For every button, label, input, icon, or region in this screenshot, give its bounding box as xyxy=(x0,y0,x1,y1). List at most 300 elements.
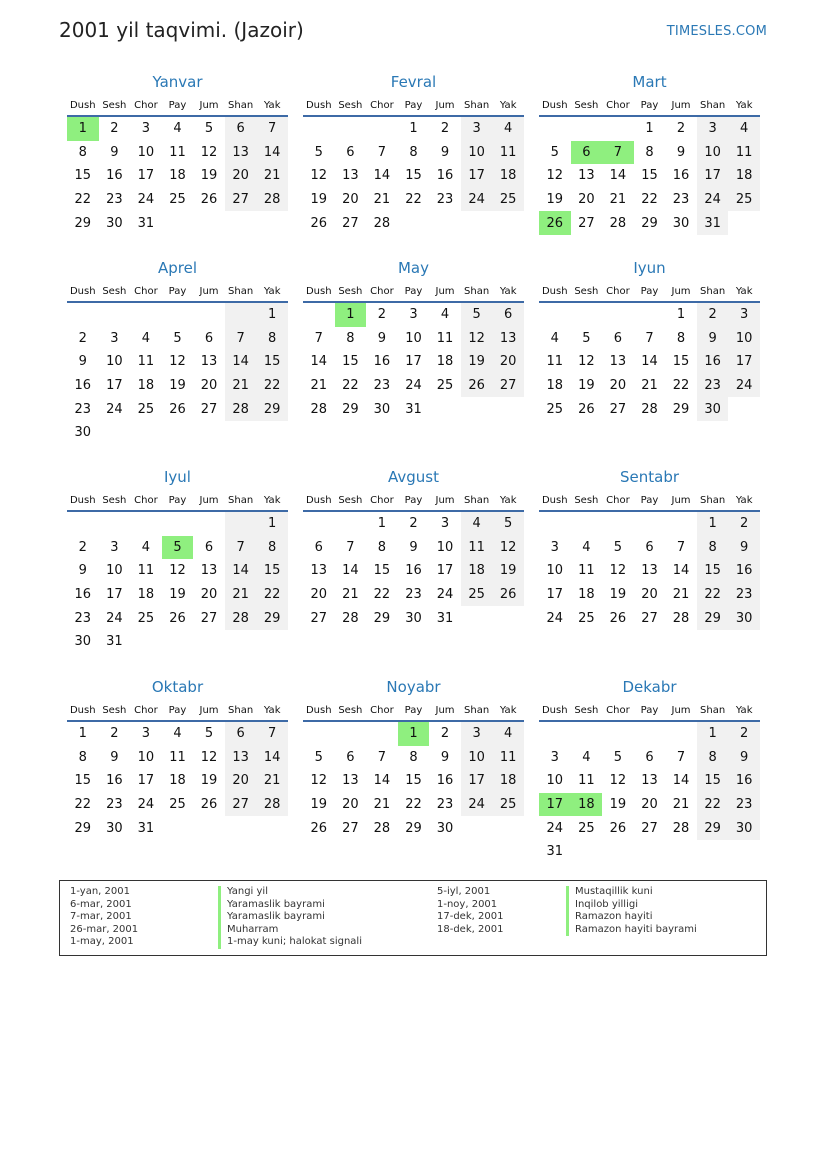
day-cell[interactable]: 7 xyxy=(256,117,288,141)
day-cell[interactable]: 9 xyxy=(409,539,418,555)
day-cell[interactable]: 5 xyxy=(582,330,591,346)
day-cell[interactable]: 16 xyxy=(106,168,123,184)
day-cell[interactable]: 25 xyxy=(578,820,595,836)
day-cell[interactable]: 7 xyxy=(676,749,686,765)
day-cell[interactable]: 3 xyxy=(141,726,151,742)
day-cell[interactable]: 20 xyxy=(342,797,359,813)
day-cell[interactable]: 26 xyxy=(609,610,627,626)
day-cell[interactable]: 8 xyxy=(409,144,418,160)
day-cell[interactable]: 17 xyxy=(106,378,123,394)
day-cell[interactable]: 14 xyxy=(225,559,257,583)
day-cell[interactable]: 8 xyxy=(645,144,654,160)
day-cell[interactable]: 24 xyxy=(137,192,155,208)
day-cell[interactable]: 3 xyxy=(409,307,418,323)
day-cell[interactable]: 15 xyxy=(74,773,92,789)
day-cell[interactable]: 6 xyxy=(571,141,603,165)
day-cell[interactable]: 4 xyxy=(728,117,760,141)
day-cell[interactable]: 5 xyxy=(314,144,323,160)
day-cell[interactable]: 24 xyxy=(106,401,123,417)
day-cell[interactable]: 16 xyxy=(436,168,454,184)
day-cell[interactable]: 26 xyxy=(310,215,328,231)
day-cell[interactable]: 16 xyxy=(697,350,729,374)
day-cell[interactable]: 7 xyxy=(602,141,634,165)
day-cell[interactable]: 12 xyxy=(609,563,627,579)
day-cell[interactable]: 17 xyxy=(697,164,729,188)
day-cell[interactable]: 5 xyxy=(162,536,194,560)
day-cell[interactable]: 4 xyxy=(492,117,524,141)
day-cell[interactable]: 9 xyxy=(440,144,450,160)
day-cell[interactable]: 18 xyxy=(578,587,595,603)
day-cell[interactable]: 19 xyxy=(609,587,627,603)
day-cell[interactable]: 23 xyxy=(672,192,690,208)
day-cell[interactable]: 20 xyxy=(310,587,328,603)
day-cell[interactable]: 20 xyxy=(492,350,524,374)
day-cell[interactable]: 2 xyxy=(440,121,450,137)
day-cell[interactable]: 11 xyxy=(169,749,186,765)
day-cell[interactable]: 14 xyxy=(672,563,690,579)
day-cell[interactable]: 24 xyxy=(697,188,729,212)
day-cell[interactable]: 19 xyxy=(578,378,595,394)
day-cell[interactable]: 8 xyxy=(377,539,387,555)
day-cell[interactable]: 23 xyxy=(436,797,454,813)
day-cell[interactable]: 31 xyxy=(436,610,454,626)
day-cell[interactable]: 27 xyxy=(342,820,359,836)
day-cell[interactable]: 29 xyxy=(342,401,359,417)
day-cell[interactable]: 19 xyxy=(200,773,218,789)
day-cell[interactable]: 11 xyxy=(461,536,493,560)
day-cell[interactable]: 13 xyxy=(342,773,359,789)
day-cell[interactable]: 24 xyxy=(546,610,564,626)
day-cell[interactable]: 26 xyxy=(310,820,328,836)
day-cell[interactable]: 15 xyxy=(641,168,658,184)
day-cell[interactable]: 4 xyxy=(173,726,182,742)
day-cell[interactable]: 25 xyxy=(169,797,186,813)
day-cell[interactable]: 2 xyxy=(78,330,87,346)
day-cell[interactable]: 8 xyxy=(256,536,288,560)
day-cell[interactable]: 22 xyxy=(405,797,422,813)
day-cell[interactable]: 14 xyxy=(609,168,627,184)
day-cell[interactable]: 28 xyxy=(225,606,257,630)
day-cell[interactable]: 11 xyxy=(578,563,595,579)
day-cell[interactable]: 14 xyxy=(373,773,391,789)
day-cell[interactable]: 2 xyxy=(728,512,760,536)
day-cell[interactable]: 1 xyxy=(697,512,729,536)
day-cell[interactable]: 19 xyxy=(310,192,328,208)
day-cell[interactable]: 31 xyxy=(137,820,155,836)
day-cell[interactable]: 12 xyxy=(310,773,328,789)
day-cell[interactable]: 13 xyxy=(342,168,359,184)
day-cell[interactable]: 25 xyxy=(137,401,155,417)
day-cell[interactable]: 29 xyxy=(641,215,658,231)
day-cell[interactable]: 13 xyxy=(200,354,218,370)
day-cell[interactable]: 31 xyxy=(106,634,123,650)
day-cell[interactable]: 6 xyxy=(613,330,623,346)
day-cell[interactable]: 10 xyxy=(137,749,155,765)
day-cell[interactable]: 13 xyxy=(609,354,627,370)
day-cell[interactable]: 20 xyxy=(578,192,595,208)
day-cell[interactable]: 12 xyxy=(200,144,218,160)
day-cell[interactable]: 9 xyxy=(110,749,119,765)
day-cell[interactable]: 21 xyxy=(641,378,658,394)
day-cell[interactable]: 22 xyxy=(641,192,658,208)
day-cell[interactable]: 2 xyxy=(409,516,418,532)
day-cell[interactable]: 25 xyxy=(461,583,493,607)
day-cell[interactable]: 29 xyxy=(697,816,729,840)
day-cell[interactable]: 10 xyxy=(697,141,729,165)
day-cell[interactable]: 30 xyxy=(74,425,92,441)
day-cell[interactable]: 23 xyxy=(436,192,454,208)
day-cell[interactable]: 12 xyxy=(461,327,493,351)
day-cell[interactable]: 20 xyxy=(641,797,658,813)
day-cell[interactable]: 8 xyxy=(409,749,418,765)
day-cell[interactable]: 23 xyxy=(106,797,123,813)
day-cell[interactable]: 7 xyxy=(377,144,387,160)
day-cell[interactable]: 25 xyxy=(578,610,595,626)
day-cell[interactable]: 30 xyxy=(405,610,422,626)
day-cell[interactable]: 13 xyxy=(200,563,218,579)
day-cell[interactable]: 10 xyxy=(137,144,155,160)
day-cell[interactable]: 3 xyxy=(728,303,760,327)
day-cell[interactable]: 25 xyxy=(436,378,454,394)
day-cell[interactable]: 26 xyxy=(461,374,493,398)
day-cell[interactable]: 23 xyxy=(74,401,92,417)
day-cell[interactable]: 9 xyxy=(440,749,450,765)
day-cell[interactable]: 25 xyxy=(137,610,155,626)
day-cell[interactable]: 27 xyxy=(342,215,359,231)
day-cell[interactable]: 18 xyxy=(169,168,186,184)
day-cell[interactable]: 29 xyxy=(373,610,391,626)
day-cell[interactable]: 28 xyxy=(373,215,391,231)
day-cell[interactable]: 15 xyxy=(405,773,422,789)
day-cell[interactable]: 25 xyxy=(546,401,564,417)
day-cell[interactable]: 13 xyxy=(578,168,595,184)
day-cell[interactable]: 1 xyxy=(398,722,430,746)
day-cell[interactable]: 11 xyxy=(492,746,524,770)
day-cell[interactable]: 31 xyxy=(405,401,422,417)
day-cell[interactable]: 22 xyxy=(405,192,422,208)
day-cell[interactable]: 28 xyxy=(256,793,288,817)
day-cell[interactable]: 17 xyxy=(405,354,422,370)
day-cell[interactable]: 13 xyxy=(225,746,257,770)
day-cell[interactable]: 8 xyxy=(697,536,729,560)
day-cell[interactable]: 27 xyxy=(200,610,218,626)
day-cell[interactable]: 11 xyxy=(137,563,155,579)
day-cell[interactable]: 17 xyxy=(539,793,571,817)
day-cell[interactable]: 16 xyxy=(436,773,454,789)
day-cell[interactable]: 28 xyxy=(310,401,328,417)
day-cell[interactable]: 8 xyxy=(346,330,355,346)
day-cell[interactable]: 3 xyxy=(461,117,493,141)
day-cell[interactable]: 20 xyxy=(225,769,257,793)
day-cell[interactable]: 26 xyxy=(578,401,595,417)
day-cell[interactable]: 1 xyxy=(377,516,387,532)
day-cell[interactable]: 7 xyxy=(225,327,257,351)
day-cell[interactable]: 14 xyxy=(225,350,257,374)
day-cell[interactable]: 27 xyxy=(225,793,257,817)
day-cell[interactable]: 7 xyxy=(645,330,654,346)
day-cell[interactable]: 20 xyxy=(225,164,257,188)
day-cell[interactable]: 3 xyxy=(550,539,559,555)
day-cell[interactable]: 11 xyxy=(137,354,155,370)
day-cell[interactable]: 3 xyxy=(110,539,119,555)
day-cell[interactable]: 28 xyxy=(609,215,627,231)
day-cell[interactable]: 9 xyxy=(728,746,760,770)
day-cell[interactable]: 28 xyxy=(672,610,690,626)
day-cell[interactable]: 29 xyxy=(256,397,288,421)
day-cell[interactable]: 21 xyxy=(672,587,690,603)
day-cell[interactable]: 6 xyxy=(204,539,214,555)
day-cell[interactable]: 8 xyxy=(676,330,686,346)
day-cell[interactable]: 2 xyxy=(697,303,729,327)
day-cell[interactable]: 22 xyxy=(256,583,288,607)
day-cell[interactable]: 24 xyxy=(461,793,493,817)
day-cell[interactable]: 3 xyxy=(440,516,450,532)
day-cell[interactable]: 17 xyxy=(546,587,564,603)
day-cell[interactable]: 10 xyxy=(436,539,454,555)
day-cell[interactable]: 9 xyxy=(697,327,729,351)
day-cell[interactable]: 19 xyxy=(546,192,564,208)
day-cell[interactable]: 6 xyxy=(346,749,355,765)
day-cell[interactable]: 5 xyxy=(204,726,214,742)
day-cell[interactable]: 25 xyxy=(728,188,760,212)
day-cell[interactable]: 20 xyxy=(200,587,218,603)
day-cell[interactable]: 9 xyxy=(78,563,87,579)
day-cell[interactable]: 14 xyxy=(310,354,328,370)
day-cell[interactable]: 17 xyxy=(137,773,155,789)
day-cell[interactable]: 15 xyxy=(373,563,391,579)
day-cell[interactable]: 31 xyxy=(137,215,155,231)
day-cell[interactable]: 26 xyxy=(492,583,524,607)
day-cell[interactable]: 7 xyxy=(377,749,387,765)
day-cell[interactable]: 17 xyxy=(137,168,155,184)
day-cell[interactable]: 30 xyxy=(697,397,729,421)
day-cell[interactable]: 8 xyxy=(78,144,87,160)
day-cell[interactable]: 14 xyxy=(256,141,288,165)
day-cell[interactable]: 23 xyxy=(728,793,760,817)
day-cell[interactable]: 28 xyxy=(373,820,391,836)
day-cell[interactable]: 4 xyxy=(582,539,591,555)
day-cell[interactable]: 23 xyxy=(106,192,123,208)
day-cell[interactable]: 21 xyxy=(256,164,288,188)
day-cell[interactable]: 28 xyxy=(641,401,658,417)
day-cell[interactable]: 4 xyxy=(550,330,559,346)
day-cell[interactable]: 14 xyxy=(373,168,391,184)
day-cell[interactable]: 24 xyxy=(546,820,564,836)
day-cell[interactable]: 5 xyxy=(613,539,623,555)
day-cell[interactable]: 10 xyxy=(461,141,493,165)
day-cell[interactable]: 26 xyxy=(539,211,571,235)
day-cell[interactable]: 12 xyxy=(169,354,186,370)
day-cell[interactable]: 4 xyxy=(461,512,493,536)
day-cell[interactable]: 18 xyxy=(461,559,493,583)
day-cell[interactable]: 23 xyxy=(373,378,391,394)
day-cell[interactable]: 22 xyxy=(672,378,690,394)
day-cell[interactable]: 30 xyxy=(672,215,690,231)
day-cell[interactable]: 13 xyxy=(225,141,257,165)
day-cell[interactable]: 15 xyxy=(256,559,288,583)
day-cell[interactable]: 9 xyxy=(78,354,87,370)
day-cell[interactable]: 22 xyxy=(697,583,729,607)
day-cell[interactable]: 5 xyxy=(613,749,623,765)
day-cell[interactable]: 10 xyxy=(405,330,422,346)
day-cell[interactable]: 2 xyxy=(440,726,450,742)
day-cell[interactable]: 29 xyxy=(74,820,92,836)
day-cell[interactable]: 25 xyxy=(492,188,524,212)
day-cell[interactable]: 29 xyxy=(405,820,422,836)
day-cell[interactable]: 5 xyxy=(173,330,182,346)
day-cell[interactable]: 18 xyxy=(436,354,454,370)
day-cell[interactable]: 25 xyxy=(169,192,186,208)
day-cell[interactable]: 4 xyxy=(141,330,151,346)
day-cell[interactable]: 11 xyxy=(492,141,524,165)
day-cell[interactable]: 12 xyxy=(546,168,564,184)
day-cell[interactable]: 3 xyxy=(141,121,151,137)
day-cell[interactable]: 12 xyxy=(609,773,627,789)
day-cell[interactable]: 4 xyxy=(173,121,182,137)
day-cell[interactable]: 10 xyxy=(106,563,123,579)
day-cell[interactable]: 12 xyxy=(578,354,595,370)
day-cell[interactable]: 10 xyxy=(546,563,564,579)
day-cell[interactable]: 11 xyxy=(728,141,760,165)
day-cell[interactable]: 7 xyxy=(225,536,257,560)
day-cell[interactable]: 15 xyxy=(405,168,422,184)
day-cell[interactable]: 7 xyxy=(314,330,323,346)
day-cell[interactable]: 17 xyxy=(461,164,493,188)
day-cell[interactable]: 29 xyxy=(697,606,729,630)
day-cell[interactable]: 1 xyxy=(256,303,288,327)
day-cell[interactable]: 24 xyxy=(137,797,155,813)
day-cell[interactable]: 6 xyxy=(492,303,524,327)
day-cell[interactable]: 19 xyxy=(461,350,493,374)
day-cell[interactable]: 29 xyxy=(74,215,92,231)
day-cell[interactable]: 21 xyxy=(609,192,627,208)
day-cell[interactable]: 6 xyxy=(314,539,323,555)
day-cell[interactable]: 14 xyxy=(342,563,359,579)
day-cell[interactable]: 15 xyxy=(697,769,729,793)
day-cell[interactable]: 17 xyxy=(106,587,123,603)
day-cell[interactable]: 14 xyxy=(641,354,658,370)
day-cell[interactable]: 18 xyxy=(728,164,760,188)
day-cell[interactable]: 18 xyxy=(169,773,186,789)
day-cell[interactable]: 15 xyxy=(672,354,690,370)
day-cell[interactable]: 5 xyxy=(461,303,493,327)
day-cell[interactable]: 2 xyxy=(110,121,119,137)
day-cell[interactable]: 5 xyxy=(314,749,323,765)
day-cell[interactable]: 13 xyxy=(641,773,658,789)
day-cell[interactable]: 11 xyxy=(578,773,595,789)
day-cell[interactable]: 31 xyxy=(546,844,564,860)
day-cell[interactable]: 24 xyxy=(405,378,422,394)
day-cell[interactable]: 1 xyxy=(676,307,686,323)
day-cell[interactable]: 20 xyxy=(641,587,658,603)
day-cell[interactable]: 27 xyxy=(641,820,658,836)
day-cell[interactable]: 29 xyxy=(672,401,690,417)
day-cell[interactable]: 2 xyxy=(728,722,760,746)
day-cell[interactable]: 24 xyxy=(436,587,454,603)
day-cell[interactable]: 27 xyxy=(492,374,524,398)
day-cell[interactable]: 24 xyxy=(461,188,493,212)
day-cell[interactable]: 21 xyxy=(225,374,257,398)
day-cell[interactable]: 18 xyxy=(492,769,524,793)
day-cell[interactable]: 2 xyxy=(377,307,387,323)
day-cell[interactable]: 30 xyxy=(373,401,391,417)
day-cell[interactable]: 10 xyxy=(106,354,123,370)
day-cell[interactable]: 30 xyxy=(74,634,92,650)
day-cell[interactable]: 20 xyxy=(342,192,359,208)
day-cell[interactable]: 6 xyxy=(645,749,654,765)
day-cell[interactable]: 27 xyxy=(641,610,658,626)
day-cell[interactable]: 23 xyxy=(697,374,729,398)
day-cell[interactable]: 23 xyxy=(728,583,760,607)
day-cell[interactable]: 21 xyxy=(225,583,257,607)
day-cell[interactable]: 12 xyxy=(169,563,186,579)
day-cell[interactable]: 27 xyxy=(225,188,257,212)
day-cell[interactable]: 4 xyxy=(582,749,591,765)
day-cell[interactable]: 22 xyxy=(256,374,288,398)
day-cell[interactable]: 16 xyxy=(373,354,391,370)
day-cell[interactable]: 28 xyxy=(256,188,288,212)
day-cell[interactable]: 13 xyxy=(641,563,658,579)
day-cell[interactable]: 16 xyxy=(405,563,422,579)
day-cell[interactable]: 17 xyxy=(461,769,493,793)
day-cell[interactable]: 6 xyxy=(225,117,257,141)
day-cell[interactable]: 21 xyxy=(373,192,391,208)
day-cell[interactable]: 14 xyxy=(256,746,288,770)
day-cell[interactable]: 15 xyxy=(697,559,729,583)
day-cell[interactable]: 11 xyxy=(436,330,454,346)
day-cell[interactable]: 1 xyxy=(67,117,99,141)
day-cell[interactable]: 29 xyxy=(256,606,288,630)
day-cell[interactable]: 22 xyxy=(74,192,92,208)
day-cell[interactable]: 18 xyxy=(137,378,155,394)
day-cell[interactable]: 1 xyxy=(645,121,654,137)
day-cell[interactable]: 16 xyxy=(728,559,760,583)
day-cell[interactable]: 5 xyxy=(204,121,214,137)
day-cell[interactable]: 21 xyxy=(342,587,359,603)
day-cell[interactable]: 21 xyxy=(672,797,690,813)
day-cell[interactable]: 17 xyxy=(436,563,454,579)
day-cell[interactable]: 25 xyxy=(492,793,524,817)
day-cell[interactable]: 24 xyxy=(728,374,760,398)
day-cell[interactable]: 17 xyxy=(728,350,760,374)
day-cell[interactable]: 28 xyxy=(342,610,359,626)
day-cell[interactable]: 16 xyxy=(106,773,123,789)
day-cell[interactable]: 18 xyxy=(571,793,603,817)
day-cell[interactable]: 13 xyxy=(310,563,328,579)
day-cell[interactable]: 12 xyxy=(310,168,328,184)
day-cell[interactable]: 11 xyxy=(169,144,186,160)
day-cell[interactable]: 8 xyxy=(78,749,87,765)
day-cell[interactable]: 4 xyxy=(492,722,524,746)
day-cell[interactable]: 26 xyxy=(200,797,218,813)
day-cell[interactable]: 19 xyxy=(310,797,328,813)
day-cell[interactable]: 24 xyxy=(106,610,123,626)
day-cell[interactable]: 6 xyxy=(645,539,654,555)
day-cell[interactable]: 5 xyxy=(492,512,524,536)
day-cell[interactable]: 11 xyxy=(546,354,564,370)
day-cell[interactable]: 15 xyxy=(74,168,92,184)
day-cell[interactable]: 23 xyxy=(405,587,422,603)
day-cell[interactable]: 30 xyxy=(106,820,123,836)
day-cell[interactable]: 2 xyxy=(78,539,87,555)
day-cell[interactable]: 4 xyxy=(440,307,450,323)
day-cell[interactable]: 8 xyxy=(256,327,288,351)
day-cell[interactable]: 10 xyxy=(728,327,760,351)
day-cell[interactable]: 27 xyxy=(200,401,218,417)
day-cell[interactable]: 7 xyxy=(676,539,686,555)
day-cell[interactable]: 21 xyxy=(256,769,288,793)
day-cell[interactable]: 18 xyxy=(492,164,524,188)
